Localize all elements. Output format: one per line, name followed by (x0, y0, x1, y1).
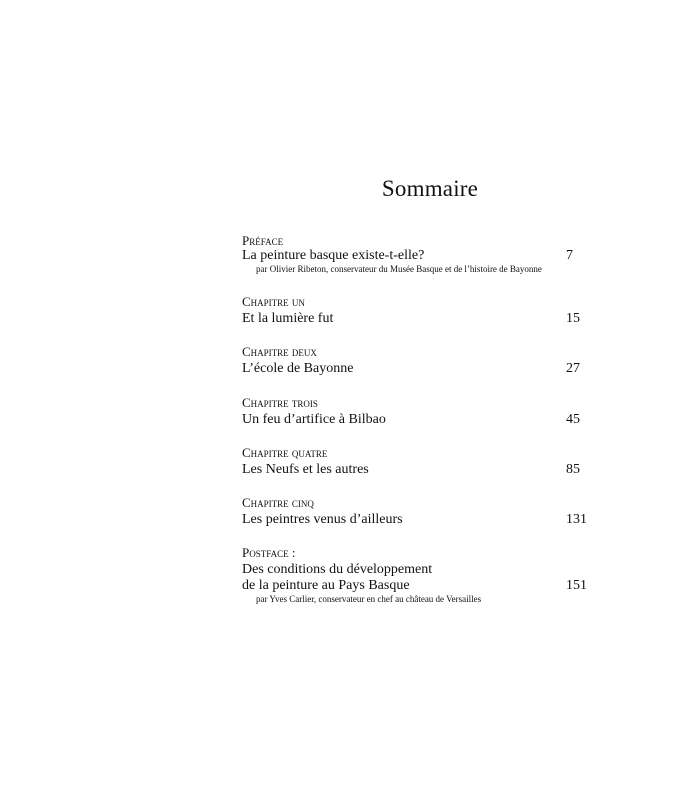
entry-credit: par Yves Carlier, conservateur en chef au château de Versailles (256, 594, 482, 604)
section-label: Chapitre quatre (242, 445, 328, 460)
page-number: 131 (566, 512, 587, 527)
entry-heading: L’école de Bayonne (242, 361, 354, 376)
toc-entry-chapitre-deux[interactable] (242, 344, 587, 377)
section-label: Postface : (242, 545, 296, 560)
entry-heading-line1: Des conditions du développement (242, 562, 433, 577)
entry-row (242, 311, 587, 327)
entry-heading: Et la lumière fut (242, 311, 334, 326)
page-number: 27 (566, 361, 580, 376)
toc-entry-chapitre-un[interactable] (242, 294, 587, 327)
page-number: 45 (566, 412, 580, 427)
entry-heading: Un feu d’artifice à Bilbao (242, 412, 386, 427)
entry-row (242, 462, 587, 478)
entry-heading: Les peintres venus d’ailleurs (242, 512, 403, 527)
toc-entry-preface[interactable] (242, 233, 587, 274)
entry-row (242, 248, 587, 264)
entry-row (242, 578, 587, 594)
entry-heading: de la peinture au Pays Basque (242, 578, 410, 593)
entry-row (242, 412, 587, 428)
section-label: Chapitre deux (242, 344, 317, 359)
section-label: Chapitre cinq (242, 495, 314, 510)
entry-credit: par Olivier Ribeton, conservateur du Musée Basque et de l’histoire de Bayonne (256, 264, 542, 274)
entry-heading: Les Neufs et les autres (242, 462, 369, 477)
toc-entry-chapitre-cinq[interactable] (242, 495, 587, 528)
page-number: 151 (566, 578, 587, 593)
entry-row (242, 512, 587, 528)
section-label: Chapitre un (242, 294, 305, 309)
toc-entry-chapitre-quatre[interactable] (242, 445, 587, 478)
page-number: 15 (566, 311, 580, 326)
section-label: Préface (242, 233, 284, 248)
page-title: Sommaire (381, 176, 479, 201)
toc-entry-postface[interactable] (242, 545, 587, 604)
page-number: 7 (566, 248, 573, 263)
toc-entry-chapitre-trois[interactable] (242, 395, 587, 428)
section-label: Chapitre trois (242, 395, 318, 410)
entry-row (242, 361, 587, 377)
page-number: 85 (566, 462, 580, 477)
entry-heading: La peinture basque existe-t-elle? (242, 248, 425, 263)
